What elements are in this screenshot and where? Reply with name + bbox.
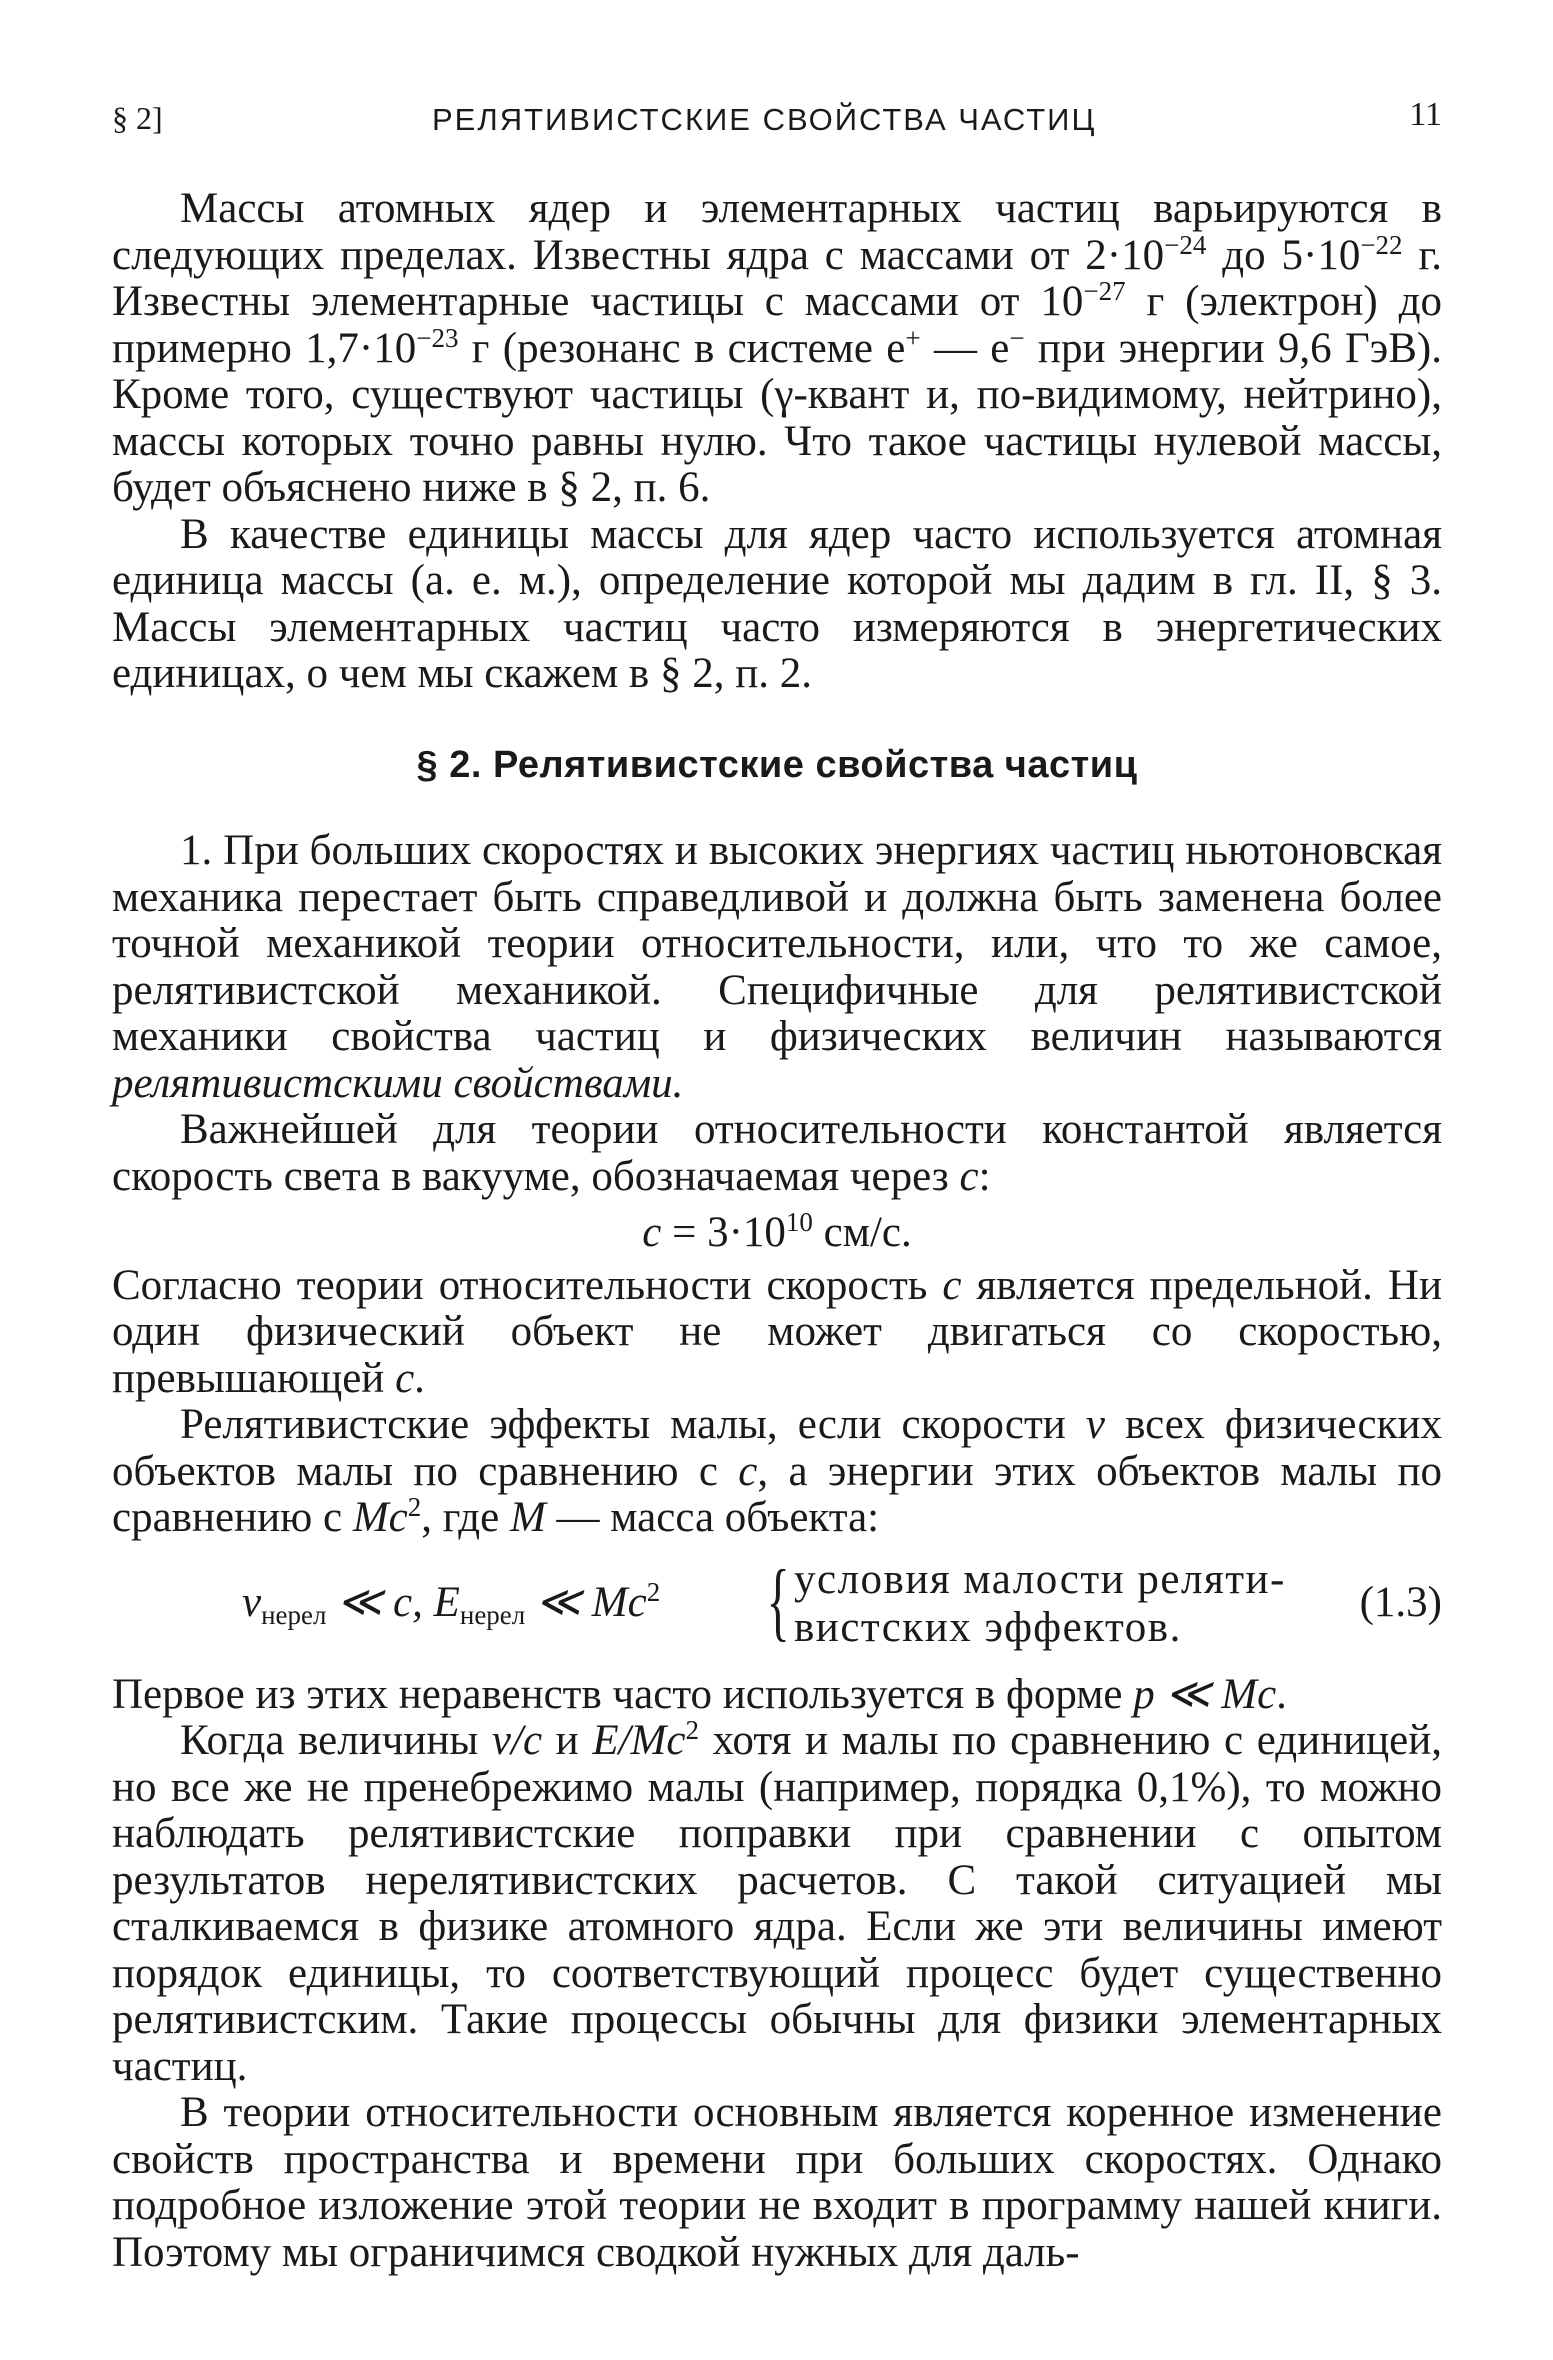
equation-inequalities: $v_{нерел}$ ≪ c, $E_{нерел}$ ≪ Mc$^2$ [242,1576,661,1630]
running-head [112,96,1442,144]
equation-1-3 [112,1552,1442,1656]
intro-paragraph-masses: Массы атомных ядер и элементарных частиц варьируются в следующих пределах. Известны ядра с массами от $2\cdot 10^{-24}$ до $5\cdot 10^{-22}$ г. Известны элементарные частицы с массами от $10^{-27}$ г (электрон) до примерно $1,7\cdot 10^{-23}$ г (резонанс в системе e+ — e− при энергии 9,6 ГэВ). Кроме того, существуют частицы (γ-квант и, по-видимому, нейтрино), массы которых точно равны нулю. Что такое частицы нулевой массы, будет объяснено ниже в § 2, п. 6. [112,185,1443,511]
paragraph-space-time: В теории относительности основным является коренное изменение свойств пространства и времени при больших скоростях. Однако подробное изложение этой теории не входит в программу нашей книги. Поэтому мы ограничимся сводкой нужных для даль- [112,2089,1442,2276]
body-text [112,186,1442,2276]
section-heading: § 2. Релятивистские свойства частиц [416,743,1138,786]
equation-number: (1.3) [1359,1578,1442,1626]
paragraph-speed-of-light: Важнейшей для теории относительности константой является скорость света в вакууме, обозначаемая через c: [112,1106,1442,1200]
running-head-section: § 2] [112,100,163,136]
paragraph-limit-speed: Согласно теории относительности скорость c является предельной. Ни один физический объект не может двигаться со скоростью, превышающей c. [112,1261,1442,1402]
paragraph-relativistic-intro: 1. При больших скоростях и высоких энергиях частиц ньютоновская механика перестает быть справедливой и должна быть заменена более точной механикой теории относительности, или, что то же самое, релятивистской механикой. Специфичные для релятивистской механики свойства частиц и физических величин называются релятивистскими свойствами. [112,827,1442,1107]
curly-brace-icon: { [766,1552,790,1650]
equation-condition: условия малости реляти- вистских эффектов. [794,1555,1286,1651]
page-number: 11 [1409,96,1442,133]
paragraph-corrections: Когда величины v/c и E/Mc$^2$ хотя и малы по сравнению с единицей, но все же не пренебрежимо малы (например, порядка 0,1%), то можно наблюдать релятивистские поправки при сравнении с опытом результатов нерелятивистских расчетов. С такой ситуацией мы сталкиваемся в физике атомного ядра. Если же эти величины имеют порядок единицы, то соответствующий процесс будет существенно релятивистским. Такие процессы обычны для физики элементарных частиц. [112,1715,1442,2090]
intro-paragraph-units: В качестве единицы массы для ядер часто используется атомная единица массы (а. е. м.), определение которой мы дадим в гл. II, § 3. Массы элементарных частиц часто измеряются в энергетических единицах, о чем мы скажем в § 2, п. 2. [112,510,1442,697]
formula-speed-of-light: $c = 3\cdot 10^{10}$ см/с. [642,1207,912,1256]
running-head-title: РЕЛЯТИВИСТСКИЕ СВОЙСТВА ЧАСТИЦ [432,102,1097,137]
paragraph-small-effects: Релятивистские эффекты малы, если скорости v всех физических объектов малы по сравнению с c, а энергии этих объектов малы по сравнению с Mc$^2$, где M — масса объекта: [112,1401,1442,1541]
term-relativistic-properties: релятивистскими свойствами. [112,1059,684,1107]
book-page [112,96,1442,2276]
paragraph-first-inequality: Первое из этих неравенств часто используется в форме p ≪ Mc. [112,1670,1287,1718]
